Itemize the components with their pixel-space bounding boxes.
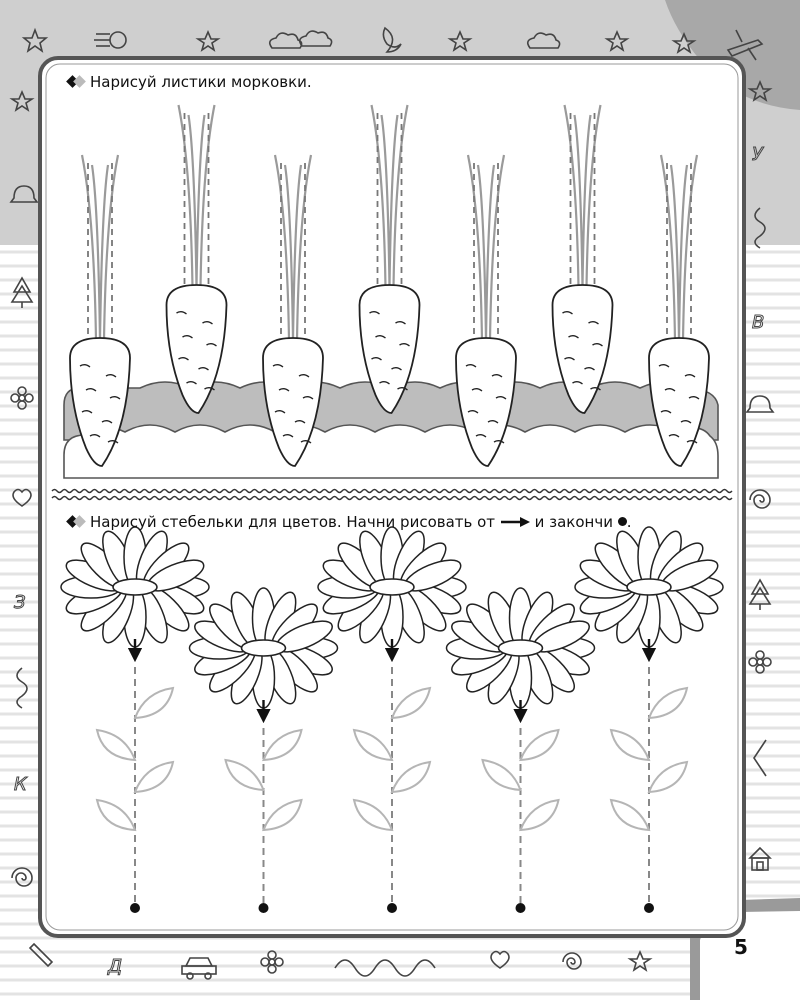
task-2-text-start: Нарисуй стебельки для цветов. Начни рисовать от xyxy=(90,513,496,531)
border-letter-u: У xyxy=(752,144,763,165)
border-letter-v: В xyxy=(752,312,765,333)
end-dot-icon xyxy=(644,903,654,913)
end-dot-icon xyxy=(259,903,269,913)
border-letter-d: Д xyxy=(108,956,123,977)
task-1-text: Нарисуй листики морковки. xyxy=(90,73,312,91)
flower-center xyxy=(499,640,543,656)
page-number: 5 xyxy=(734,935,748,959)
flower-center xyxy=(370,579,414,595)
task-2-text-end: . xyxy=(626,513,632,531)
task-2-text-middle: и закончи xyxy=(534,513,613,531)
arrow-right-icon xyxy=(500,517,530,527)
flower-center xyxy=(113,579,157,595)
flower-center xyxy=(627,579,671,595)
end-dot-icon xyxy=(130,903,140,913)
end-dot-icon xyxy=(516,903,526,913)
border-letter-k: К xyxy=(14,774,27,795)
bullet-diamond-icon xyxy=(68,76,84,88)
end-dot-icon xyxy=(387,903,397,913)
bullet-diamond-icon xyxy=(68,516,84,528)
flower-center xyxy=(242,640,286,656)
border-letter-z: З xyxy=(14,592,26,613)
task-1-instruction xyxy=(68,73,312,91)
dot-icon xyxy=(618,517,627,526)
task-2-instruction xyxy=(68,513,632,531)
